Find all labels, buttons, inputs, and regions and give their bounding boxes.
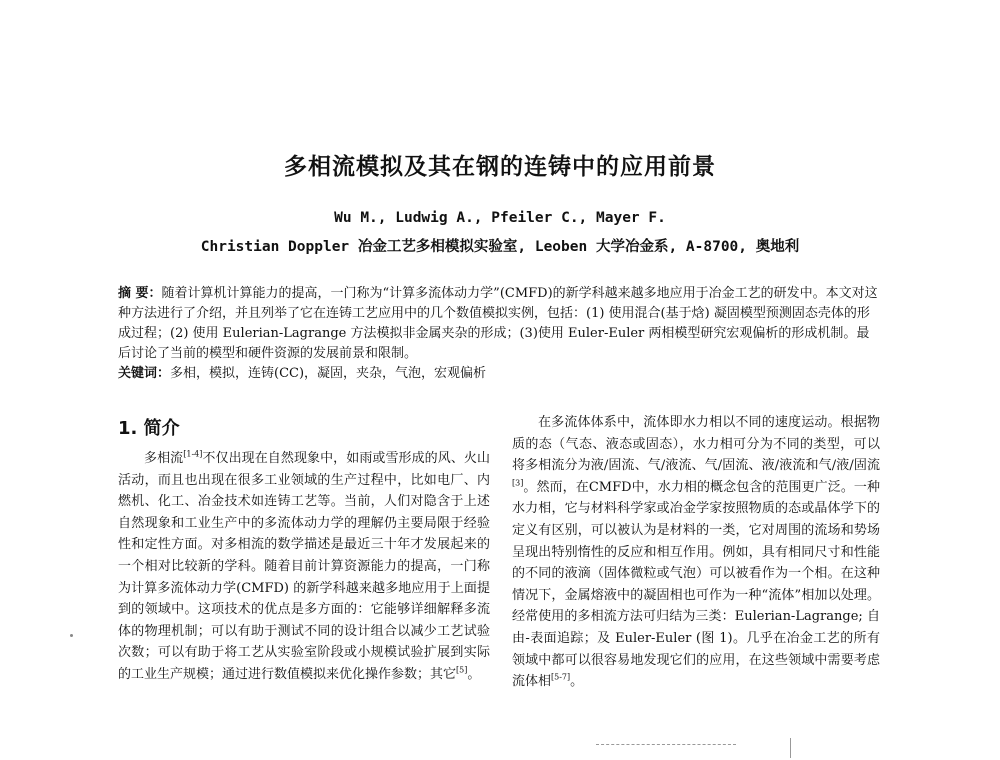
intro-paragraph-2 [512, 412, 880, 693]
intro-paragraph-1 [118, 448, 490, 686]
abstract-label: 摘 要： [118, 286, 162, 301]
section-heading-intro: 1. 简介 [118, 418, 180, 439]
figure-edge-tick [790, 738, 791, 758]
text-run: 在多流体体系中，流体即水力相以不同的速度运动。根据物质的态（气态、液态或固态），水力相可分为不同的类型，可以将多相流分为液/固流、气/液流、气/固流、液/液流和气/液/固流 [512, 415, 880, 474]
figure-edge-mark [596, 744, 736, 745]
left-column [118, 448, 490, 686]
keywords-label: 关键词： [118, 366, 171, 381]
abstract-text: 随着计算机计算能力的提高，一门称为“计算多流体动力学”(CMFD)的新学科越来越多地应用于冶金工艺的研发中。本文对这种方法进行了介绍，并且列举了它在连铸工艺应用中的几个数值模拟实例，包括：(1) 使用混合(基于焓) 凝固模型预测固态壳体的形成过程；(2) 使用 Eulerian-Lagrange 方法模拟非金属夹杂的形成；(3)使用 Euler-Euler 两相模型研究宏观偏析的形成机制。最后讨论了当前的模型和硬件资源的发展前景和限制。 [118, 286, 878, 361]
text-run: 多相流 [144, 451, 184, 466]
citation-ref[interactable]: [5-7] [551, 672, 571, 682]
keywords-paragraph [118, 364, 878, 384]
text-run: 。 [570, 674, 584, 690]
authors: Wu M., Ludwig A., Pfeiler C., Mayer F. [334, 210, 666, 226]
scan-speck [70, 634, 73, 637]
right-column [512, 412, 880, 693]
keywords-text: 多相，模拟，连铸(CC)，凝固，夹杂，气泡，宏观偏析 [170, 366, 487, 381]
text-run: 。 [467, 666, 481, 682]
affiliation: Christian Doppler 冶金工艺多相模拟实验室, Leoben 大学冶金系, A-8700, 奥地利 [200, 239, 800, 255]
citation-ref[interactable]: [1-4] [183, 449, 203, 459]
abstract-paragraph [118, 284, 878, 364]
citation-ref[interactable]: [5] [456, 665, 468, 675]
paper-title: 多相流模拟及其在钢的连铸中的应用前景 [284, 154, 716, 180]
citation-ref[interactable]: [3] [512, 478, 524, 488]
abstract-block [118, 284, 878, 384]
text-run: 。然而，在CMFD中，水力相的概念包含的范围更广泛。一种水力相，它与材料科学家或冶金学家按照物质的态或晶体学下的定义有区别，可以被认为是材料的一类，它对周围的流场和势场呈现出特别惰性的反应和相互作用。例如，具有相同尺寸和性能的不同的液滴（固体微粒或气泡）可以被看作为一个相。在这种情况下，金属熔液中的凝固相也可作为一种“流体”相加以处理。经常使用的多相流方法可归结为三类：Eulerian-Lagrange; 自由-表面追踪；及 Euler-Euler (图 1)。几乎在冶金工艺的所有领域中都可以很容易地发现它们的应用，在这些领域中需要考虑流体相 [512, 479, 880, 690]
text-run: 不仅出现在自然现象中，如雨或雪形成的风、火山活动，而且也出现在很多工业领域的生产过程中，比如电厂、内燃机、化工、冶金技术如连铸工艺等。当前，人们对隐含于上述自然现象和工业生产中的多流体动力学的理解仍主要局限于经验性和定性方面。对多相流的数学描述是最近三十年才发展起来的一个相对比较新的学科。随着目前计算资源能力的提高，一门称为计算多流体动力学(CMFD) 的新学科越来越多地应用于上面提到的领域中。这项技术的优点是多方面的：它能够详细解释多流体的物理机制；可以有助于测试不同的设计组合以减少工艺试验次数；可以有助于将工艺从实验室阶段或小规模试验扩展到实际的工业生产规模；通过进行数值模拟来优化操作参数；其它 [118, 451, 490, 682]
